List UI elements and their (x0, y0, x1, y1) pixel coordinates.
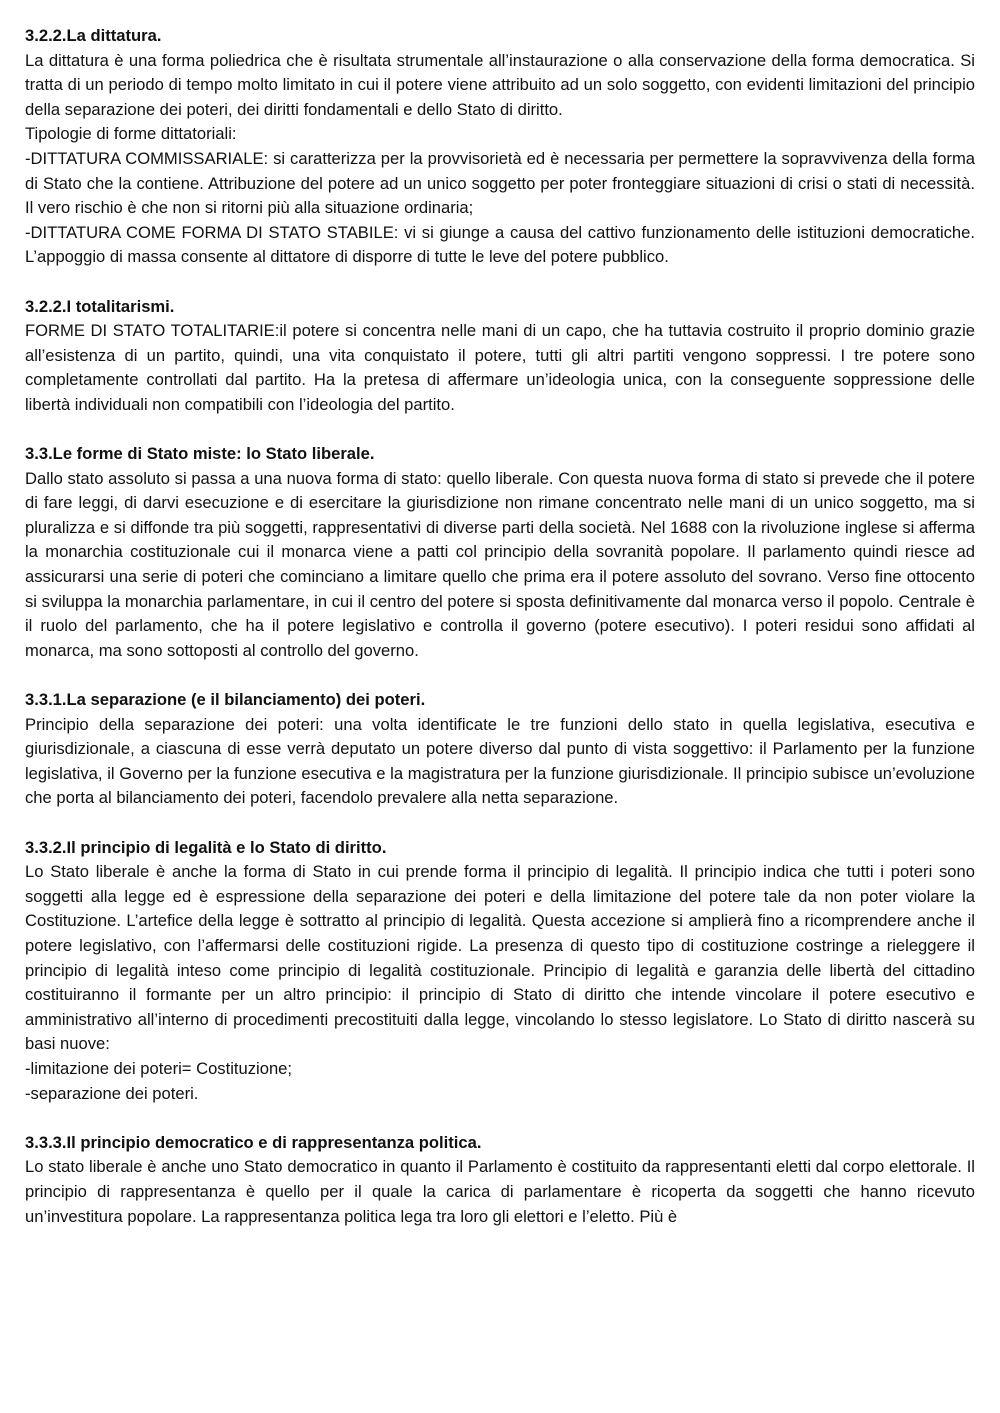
list-item: -DITTATURA COME FORMA DI STATO STABILE: vi si giunge a causa del cattivo funzionamento delle istituzioni democratiche. L’appoggio di massa consente al dittatore di disporre di tutte le leve del potere pubblico. (25, 222, 975, 267)
section-stato-liberale (25, 442, 975, 663)
section-heading: 3.3.3.Il principio democratico e di rappresentanza politica. (25, 1132, 482, 1152)
paragraph: Principio della separazione dei poteri: una volta identificate le tre funzioni dello stato in quella legislativa, esecutiva e giurisdizionale, a ciascuna di esse verrà deputato un potere diverso dal punto di vista soggettivo: il Parlamento per la funzione legislativa, il Governo per la funzione esecutiva e la magistratura per la funzione giurisdizionale. Il principio subisce un’evoluzione che porta al bilanciamento dei poteri, facendolo prevalere alla netta separazione. (25, 714, 975, 808)
list-item: -DITTATURA COMMISSARIALE: si caratterizza per la provvisorietà ed è necessaria per permettere la sopravvivenza della forma di Stato che la contiene. Attribuzione del potere ad un unico soggetto per poter fronteggiare situazioni di crisi o stati di necessità. Il vero rischio è che non si ritorni più alla situazione ordinaria; (25, 148, 975, 218)
section-dittatura (25, 24, 975, 270)
paragraph: FORME DI STATO TOTALITARIE:il potere si concentra nelle mani di un capo, che ha tuttavia costruito il proprio dominio grazie all’esistenza di un partito, quindi, una vita conquistato il potere, tutti gli altri partiti vengono soppressi. I tre potere sono completamente controllati dal partito. Ha la pretesa di affermare un’ideologia unica, con la conseguente soppressione delle libertà individuali non compatibili con l’ideologia del partito. (25, 321, 975, 414)
section-heading: 3.2.2.La dittatura. (25, 26, 162, 45)
list-item: -limitazione dei poteri= Costituzione; (25, 1058, 293, 1078)
section-totalitarismi (25, 295, 975, 418)
document-page (25, 24, 975, 1254)
section-principio-legalita (25, 836, 975, 1107)
section-heading: 3.3.2.Il principio di legalità e lo Stato di diritto. (25, 837, 387, 857)
paragraph: Dallo stato assoluto si passa a una nuova forma di stato: quello liberale. Con questa nuova forma di stato si prevede che il potere di fare leggi, di darvi esecuzione e di esercitare la giurisdizione non rimane concentrato nelle mani di un unico soggetto, ma si pluralizza e si diffonde tra più soggetti, rappresentativi di diverse parti della società. Nel 1688 con la rivoluzione inglese si afferma la monarchia costituzionale cui il monarca viene a patti col principio della sovranità popolare. Il parlamento quindi riesce ad assicurarsi una serie di poteri che cominciano a limitare quello che prima era il potere assoluto del sovrano. Verso fine ottocento si sviluppa la monarchia parlamentare, in cui il centro del potere si sposta definitivamente dal monarca verso il popolo. Centrale è il ruolo del parlamento, che ha il potere legislativo e controlla il governo (potere esecutivo). I poteri residui sono affidati al monarca, ma sono sottoposti al controllo del governo. (25, 468, 975, 660)
section-heading: 3.3.Le forme di Stato miste: lo Stato liberale. (25, 444, 375, 464)
list-item: -separazione dei poteri. (25, 1083, 199, 1103)
section-heading: 3.2.2.I totalitarismi. (25, 296, 175, 316)
paragraph: Tipologie di forme dittatoriali: (25, 124, 237, 144)
section-separazione-poteri (25, 688, 975, 811)
paragraph: Lo Stato liberale è anche la forma di Stato in cui prende forma il principio di legalità. Il principio indica che tutti i poteri sono soggetti alla legge ed è espressione della separazione dei poteri e della limitazione del potere tale da non poter violare la Costituzione. L’artefice della legge è sottratto al principio di legalità. Questa accezione si amplierà fino a ricomprendere anche il potere legislativo, con l’affermarsi delle costituzioni rigide. La presenza di questo tipo di costituzione costringe a rieleggere il principio di legalità inteso come principio di legalità costituzionale. Principio di legalità e garanzia delle libertà del cittadino costituiranno il formante per un altro principio: il principio di Stato di diritto che intende vincolare il potere esecutivo e amministrativo all’interno di procedimenti precostituiti dalla legge, vincolando lo stesso legislatore. Lo Stato di diritto nascerà su basi nuove: (25, 862, 975, 1054)
paragraph: La dittatura è una forma poliedrica che è risultata strumentale all’instaurazione o alla conservazione della forma democratica. Si tratta di un periodo di tempo molto limitato in cui il potere viene attribuito ad un solo soggetto, con evidenti limitazioni del principio della separazione dei poteri, dei diritti fondamentali e dello Stato di diritto. (25, 50, 975, 119)
section-heading: 3.3.1.La separazione (e il bilanciamento) dei poteri. (25, 690, 426, 710)
section-principio-democratico (25, 1131, 975, 1229)
paragraph: Lo stato liberale è anche uno Stato democratico in quanto il Parlamento è costituito da rappresentanti eletti dal corpo elettorale. Il principio di rappresentanza è quello per il quale la carica di parlamentare è ricoperta da soggetti che hanno ricevuto un’investitura popolare. La rappresentanza politica lega tra loro gli elettori e l’eletto. Più è (25, 1157, 975, 1226)
